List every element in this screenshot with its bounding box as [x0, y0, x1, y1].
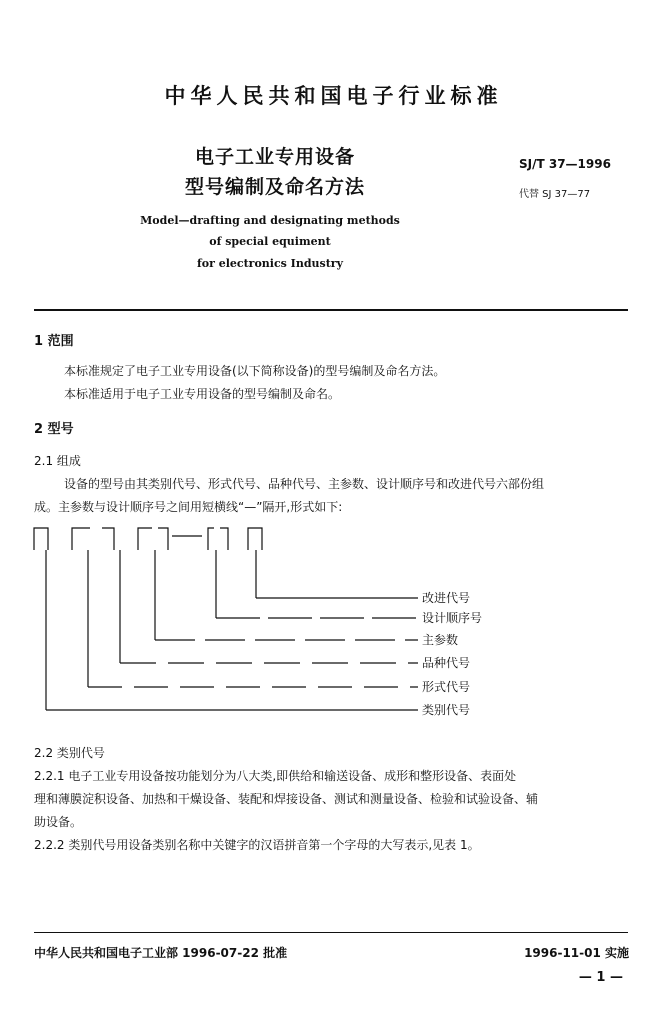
section2-1-para-line2: 成。主参数与设计顺序号之间用短横线“—”隔开,形式如下:	[34, 500, 343, 514]
diagram-label-improve: 改进代号	[422, 591, 471, 605]
box-design	[208, 528, 214, 550]
section2-1-para-line1: 设备的型号由其类别代号、形式代号、品种代号、主参数、设计顺序号和改进代号六部份组	[64, 477, 545, 491]
diagram-label-category: 类别代号	[422, 703, 471, 717]
implementation-note: 1996-11-01 实施	[524, 946, 629, 960]
box-variety-right	[158, 528, 168, 550]
footer-divider	[34, 932, 628, 933]
header-divider	[34, 309, 628, 311]
standard-header-title: 中华人民共和国电子行业标准	[164, 84, 503, 108]
english-title-line1: Model—drafting and designating methods	[140, 214, 400, 227]
document-title-line1: 电子工业专用设备	[194, 146, 355, 168]
box-variety	[138, 528, 152, 550]
document-title-line2: 型号编制及命名方法	[184, 176, 365, 198]
box-form	[72, 528, 90, 550]
model-structure-diagram	[30, 520, 530, 725]
approval-note: 中华人民共和国电子工业部 1996-07-22 批准	[34, 946, 288, 960]
diagram-label-form: 形式代号	[422, 680, 471, 694]
section2-2-1-line2: 理和薄膜淀积设备、加热和干燥设备、装配和焊接设备、测试和测量设备、检验和试验设备、辅	[34, 792, 539, 806]
box-improve	[248, 528, 262, 550]
diagram-label-main-param: 主参数	[422, 633, 459, 647]
replaces-note: 代替 SJ 37—77	[519, 189, 591, 200]
box-category	[34, 528, 48, 550]
section2-2-heading: 2.2 类别代号	[34, 746, 105, 760]
section2-2-2-line1: 2.2.2 类别代号用设备类别名称中关键字的汉语拼音第一个字母的大写表示,见表 1。	[34, 838, 480, 852]
standard-code: SJ/T 37—1996	[519, 157, 611, 171]
page-number: — 1 —	[578, 970, 623, 985]
english-title-line3: for electronics Industry	[197, 257, 343, 270]
box-design-right	[220, 528, 228, 550]
section1-para1: 本标准规定了电子工业专用设备(以下简称设备)的型号编制及命名方法。	[64, 364, 446, 378]
section2-2-1-line1: 2.2.1 电子工业专用设备按功能划分为八大类,即供给和输送设备、成形和整形设备、表面处	[34, 769, 517, 783]
diagram-label-design: 设计顺序号	[422, 611, 483, 625]
section2-2-1-line3: 助设备。	[34, 815, 83, 829]
diagram-label-variety: 品种代号	[422, 656, 471, 670]
section2-heading: 2 型号	[34, 422, 74, 437]
section2-1-heading: 2.1 组成	[34, 454, 81, 468]
section1-para2: 本标准适用于电子工业专用设备的型号编制及命名。	[64, 387, 341, 401]
box-form-right	[102, 528, 114, 550]
section1-heading: 1 范围	[34, 334, 74, 349]
english-title-line2: of special equiment	[209, 235, 331, 248]
